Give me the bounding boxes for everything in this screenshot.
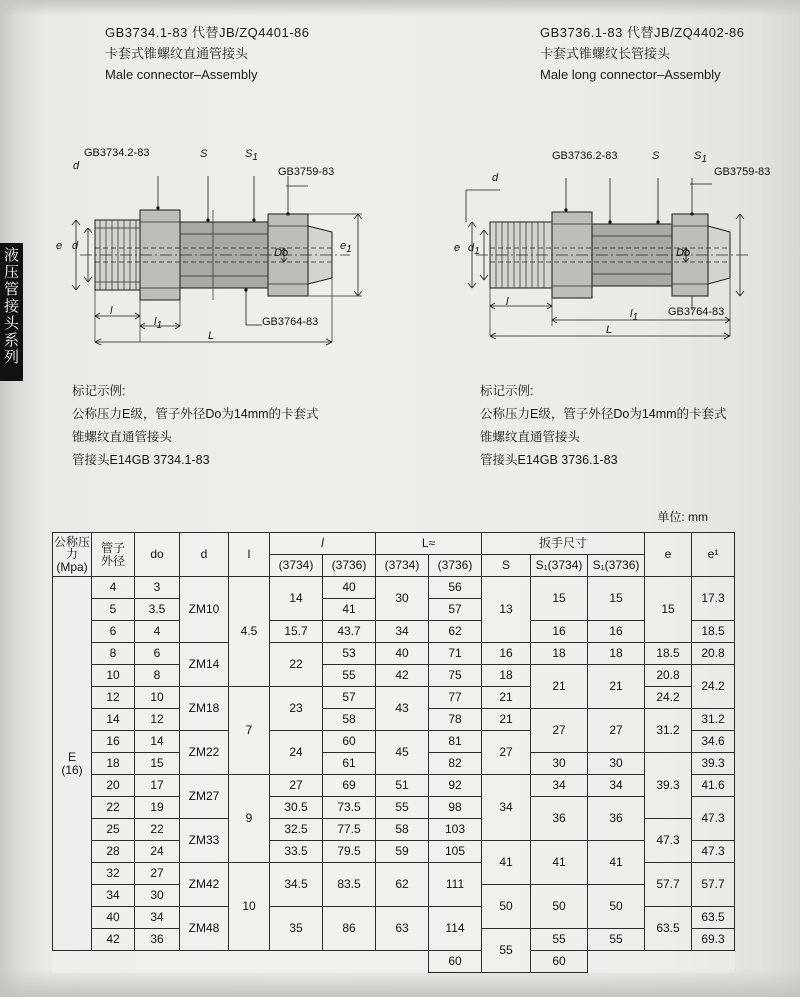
cell-l1-3734: 15.7: [270, 621, 323, 643]
th-S: S: [482, 555, 531, 577]
cell-S1-3734: 50: [531, 885, 588, 929]
cell-l: 9: [229, 775, 270, 863]
callout-gb3734-2: GB3734.2-83: [84, 147, 150, 159]
label-right-Do: Do: [676, 247, 691, 259]
cell-l1-3734: 34.5: [270, 863, 323, 907]
cell-S1-3734: 15: [531, 577, 588, 621]
label-right-l1-sub: 1: [632, 312, 639, 324]
cell-od: 14: [92, 709, 135, 731]
cell-do: 3.5: [135, 599, 180, 621]
label-right-l: l: [506, 296, 509, 308]
cell-e1: 57.7: [692, 863, 735, 907]
cell-L-3736: 77: [429, 687, 482, 709]
label-right-e: e: [454, 242, 461, 254]
side-tab-char-4: 接: [3, 298, 19, 315]
cell-od: 32: [92, 863, 135, 885]
side-tab-char-5: 头: [3, 315, 19, 332]
marking-right-line-3: 管接头E14GB 3736.1-83: [480, 453, 618, 467]
cell-e1: 39.3: [692, 753, 735, 775]
marking-example-left: [72, 380, 319, 472]
cell-l1-3736: 86: [323, 907, 376, 951]
cell-L-3734: 63: [376, 907, 429, 951]
cell-S1-3736: 34: [588, 775, 645, 797]
cell-S1-3736: 55: [588, 929, 645, 951]
th-tube-od-line2: 外径: [100, 553, 125, 568]
header-right-cn: 卡套式锥螺纹长管接头: [540, 46, 671, 61]
callout-gb3736-2: GB3736.2-83: [552, 150, 618, 162]
th-d: d: [180, 533, 229, 577]
th-pressure: [53, 533, 92, 577]
cell-l1-3734: 33.5: [270, 841, 323, 863]
cell-e: 63.5: [645, 907, 692, 951]
cell-S: 41: [482, 841, 531, 885]
cell-do: 17: [135, 775, 180, 797]
label-left-e1-sub: 1: [346, 244, 352, 256]
label-right-S1-sub: 1: [701, 154, 707, 166]
cell-l1-3736: 61: [323, 753, 376, 775]
cell-l1-3734: 24: [270, 731, 323, 775]
label-left-e1-main: e: [340, 240, 347, 252]
table-row: [53, 643, 735, 665]
cell-spacer: [180, 951, 229, 973]
header-right-code: GB3736.1-83 代替JB/ZQ4402-86: [540, 25, 745, 40]
cell-do: 4: [135, 621, 180, 643]
drawing-left-svg: [40, 130, 390, 370]
cell-l1-3736: 69: [323, 775, 376, 797]
cell-S1-3736: 50: [588, 885, 645, 929]
label-left-S: S: [200, 148, 208, 160]
cell-L-3734: 43: [376, 687, 429, 731]
cell-d: ZM14: [180, 643, 229, 687]
cell-od: 12: [92, 687, 135, 709]
cell-L-3734: 59: [376, 841, 429, 863]
cell-L-3736: 82: [429, 753, 482, 775]
cell-S1-3736: 36: [588, 797, 645, 841]
spec-table-body: [53, 577, 735, 973]
marking-left-line-2: 锥螺纹直通管接头: [72, 430, 173, 444]
cell-do: 36: [135, 929, 180, 951]
label-right-L: L: [606, 324, 613, 336]
cell-d: ZM22: [180, 731, 229, 775]
table-row: [53, 665, 735, 687]
cell-od: 18: [92, 753, 135, 775]
cell-od: 20: [92, 775, 135, 797]
cell-l1-3736: 73.5: [323, 797, 376, 819]
cell-spacer: [588, 951, 645, 973]
cell-e1: 31.2: [692, 709, 735, 731]
cell-do: 27: [135, 863, 180, 885]
callout-gb3759: GB3759-83: [278, 166, 335, 178]
cell-L-3736: 103: [429, 819, 482, 841]
th-S1-3736: S₁(3736): [588, 555, 645, 577]
cell-S1-3736: 16: [588, 621, 645, 643]
label-left-d-top: d: [73, 160, 80, 172]
marking-left-line-1: 公称压力E级，管子外径Do为14mm的卡套式: [72, 407, 319, 421]
cell-od: 6: [92, 621, 135, 643]
label-right-l1-main: l: [630, 308, 633, 320]
cell-S: 16: [482, 643, 531, 665]
cell-L-3734: 30: [376, 577, 429, 621]
cell-e1: 47.3: [692, 841, 735, 863]
drawing-right: [440, 130, 780, 370]
th-L-3734: (3734): [376, 555, 429, 577]
label-left-e1: [340, 240, 352, 255]
cell-d: ZM33: [180, 819, 229, 863]
th-l1-3736: (3736): [323, 555, 376, 577]
cell-L-3736: 81: [429, 731, 482, 753]
cell-do: 19: [135, 797, 180, 819]
cell-S: 50: [482, 885, 531, 929]
cell-d: ZM27: [180, 775, 229, 819]
th-L-3736: (3736): [429, 555, 482, 577]
cell-do: 6: [135, 643, 180, 665]
cell-S1-3734: 16: [531, 621, 588, 643]
table-row: [53, 775, 735, 797]
cell-L-3734: 34: [376, 621, 429, 643]
cell-pressure-value: (16): [61, 762, 83, 777]
cell-S1-3734: 21: [531, 665, 588, 709]
table-row: [53, 577, 735, 599]
callout-gb3764-right: GB3764-83: [668, 306, 725, 318]
header-left-code: GB3734.1-83 代替JB/ZQ4401-86: [105, 25, 310, 40]
cell-od: 16: [92, 731, 135, 753]
cell-S1-3734: 30: [531, 753, 588, 775]
th-e1: e¹: [692, 533, 735, 577]
cell-e: 18.5: [645, 643, 692, 665]
cell-L-3736: 98: [429, 797, 482, 819]
label-right-d1-sub: 1: [474, 246, 480, 258]
cell-S1-3734: 60: [429, 951, 482, 973]
cell-S: 18: [482, 665, 531, 687]
cell-l1-3736: 60: [323, 731, 376, 753]
label-left-d: d: [72, 240, 79, 252]
cell-e: 47.3: [645, 819, 692, 863]
cell-do: 3: [135, 577, 180, 599]
label-left-S1: [245, 148, 258, 163]
cell-do: 15: [135, 753, 180, 775]
cell-L-3736: 92: [429, 775, 482, 797]
cell-S: 55: [482, 929, 531, 973]
marking-right-title: 标记示例:: [480, 384, 534, 398]
cell-l: 7: [229, 687, 270, 775]
cell-e1: 24.2: [692, 665, 735, 709]
cell-spacer: [376, 951, 429, 973]
cell-L-3734: 42: [376, 665, 429, 687]
cell-S1-3734: 34: [531, 775, 588, 797]
cell-S1-3736: 60: [531, 951, 588, 973]
cell-l1-3736: 41: [323, 599, 376, 621]
cell-od: 28: [92, 841, 135, 863]
cell-do: 12: [135, 709, 180, 731]
cell-d: ZM18: [180, 687, 229, 731]
cell-od: 8: [92, 643, 135, 665]
label-right-d: d: [492, 172, 499, 184]
cell-l1-3734: 32.5: [270, 819, 323, 841]
spec-table-header-row-1: [53, 533, 735, 555]
callout-gb3759-right: GB3759-83: [714, 166, 771, 178]
cell-S: 21: [482, 709, 531, 731]
cell-S: 13: [482, 577, 531, 643]
cell-L-3736: 114: [429, 907, 482, 951]
cell-e: 20.8: [645, 665, 692, 687]
cell-S1-3734: 18: [531, 643, 588, 665]
cell-L-3734: 45: [376, 731, 429, 775]
table-row: [53, 797, 735, 819]
label-left-S1-main: S: [245, 148, 253, 160]
marking-right-line-1: 公称压力E级，管子外径Do为14mm的卡套式: [480, 407, 727, 421]
cell-spacer: [53, 951, 180, 973]
cell-L-3736: 78: [429, 709, 482, 731]
cell-spacer: [323, 951, 376, 973]
cell-S1-3736: 41: [588, 841, 645, 885]
cell-S1-3734: 36: [531, 797, 588, 841]
cell-S1-3734: 55: [531, 929, 588, 951]
cell-l1-3736: 43.7: [323, 621, 376, 643]
cell-e1: 34.6: [692, 731, 735, 753]
marking-right-line-2: 锥螺纹直通管接头: [480, 430, 581, 444]
cell-od: 34: [92, 885, 135, 907]
label-right-S1: [694, 150, 707, 165]
cell-d: ZM42: [180, 863, 229, 907]
side-tab-char-3: 管: [3, 281, 19, 298]
th-pressure-line2: (Mpa): [56, 559, 88, 574]
cell-pressure-grade: E: [67, 749, 76, 764]
cell-e: 31.2: [645, 709, 692, 753]
cell-e1: 63.5: [692, 907, 735, 929]
cell-do: 34: [135, 907, 180, 929]
cell-l1-3736: 58: [323, 709, 376, 731]
label-left-l1-main: l: [154, 316, 157, 328]
cell-l1-3736: 40: [323, 577, 376, 599]
page-bottom-shadow: [0, 969, 800, 997]
th-l1-3734: (3734): [270, 555, 323, 577]
cell-d: ZM10: [180, 577, 229, 643]
label-right-S: S: [652, 150, 660, 162]
cell-e1: 69.3: [692, 929, 735, 951]
cell-L-3736: 111: [429, 863, 482, 907]
cell-S1-3736: 30: [588, 753, 645, 775]
cell-e1: 47.3: [692, 797, 735, 841]
cell-pressure: [53, 577, 92, 951]
cell-od: 22: [92, 797, 135, 819]
cell-l1-3734: 23: [270, 687, 323, 731]
cell-L-3736: 56: [429, 577, 482, 599]
cell-do: 14: [135, 731, 180, 753]
cell-S: 34: [482, 775, 531, 841]
cell-e1: 41.6: [692, 775, 735, 797]
cell-L-3734: 58: [376, 819, 429, 841]
cell-S: 27: [482, 731, 531, 775]
label-right-S1-main: S: [694, 150, 702, 162]
cell-spacer: [229, 951, 270, 973]
cell-e: 57.7: [645, 863, 692, 907]
cell-S1-3734: 27: [531, 709, 588, 753]
cell-od: 42: [92, 929, 135, 951]
cell-e: 15: [645, 577, 692, 643]
cell-S1-3736: 18: [588, 643, 645, 665]
cell-S1-3736: 27: [588, 709, 645, 753]
cell-l1-3734: 35: [270, 907, 323, 951]
drawing-left: [40, 130, 390, 370]
side-tab-char-6: 系: [3, 332, 19, 349]
cell-L-3734: 55: [376, 797, 429, 819]
cell-l1-3736: 77.5: [323, 819, 376, 841]
header-left: [105, 22, 310, 85]
cell-L-3736: 62: [429, 621, 482, 643]
cell-do: 30: [135, 885, 180, 907]
cell-L-3734: 51: [376, 775, 429, 797]
cell-e: 24.2: [645, 687, 692, 709]
cell-od: 4: [92, 577, 135, 599]
cell-L-3736: 57: [429, 599, 482, 621]
th-L-group: L≈: [376, 533, 482, 555]
th-l1-group: [270, 533, 376, 555]
cell-L-3736: 105: [429, 841, 482, 863]
label-left-l1: [154, 316, 162, 331]
cell-S1-3734: 41: [531, 841, 588, 885]
callout-gb3764: GB3764-83: [262, 316, 319, 328]
table-row-last: [53, 951, 735, 973]
header-left-cn: 卡套式锥螺纹直通管接头: [105, 46, 249, 61]
cell-e1: 18.5: [692, 621, 735, 643]
th-pressure-line1: 公称压力: [53, 534, 90, 562]
spec-table-head: [53, 533, 735, 577]
header-left-en: Male connector–Assembly: [105, 67, 258, 82]
cell-S1-3736: 21: [588, 665, 645, 709]
th-e: e: [645, 533, 692, 577]
label-left-l: l: [110, 305, 113, 317]
cell-e1: 20.8: [692, 643, 735, 665]
th-l: l: [229, 533, 270, 577]
label-right-d1: [468, 242, 480, 257]
label-left-S1-sub: 1: [252, 152, 258, 164]
cell-l1-3736: 57: [323, 687, 376, 709]
side-tab-char-1: 液: [3, 247, 19, 264]
cell-l1-3736: 79.5: [323, 841, 376, 863]
label-left-L: L: [208, 330, 215, 342]
cell-l1-3734: 30.5: [270, 797, 323, 819]
cell-do: 22: [135, 819, 180, 841]
cell-l1-3734: 27: [270, 775, 323, 797]
cell-L-3734: 62: [376, 863, 429, 907]
cell-L-3736: 71: [429, 643, 482, 665]
cell-e1: 17.3: [692, 577, 735, 621]
marking-left-title: 标记示例:: [72, 384, 126, 398]
label-left-Do: Do: [274, 247, 289, 259]
cell-spacer: [270, 951, 323, 973]
th-tube-od: [92, 533, 135, 577]
cell-do: 8: [135, 665, 180, 687]
spec-table: [52, 532, 735, 973]
table-row: [53, 621, 735, 643]
cell-L-3736: 75: [429, 665, 482, 687]
cell-od: 10: [92, 665, 135, 687]
side-tab-char-2: 压: [3, 264, 19, 281]
cell-do: 10: [135, 687, 180, 709]
cell-e: 39.3: [645, 753, 692, 819]
cell-od: 40: [92, 907, 135, 929]
table-row: [53, 841, 735, 863]
cell-d: ZM48: [180, 907, 229, 951]
marking-left-line-3: 管接头E14GB 3734.1-83: [72, 453, 210, 467]
marking-example-right: [480, 380, 727, 472]
cell-l: 10: [229, 863, 270, 951]
cell-l1-3736: 53: [323, 643, 376, 665]
cell-od: 25: [92, 819, 135, 841]
header-right-en: Male long connector–Assembly: [540, 67, 721, 82]
cell-l1-3734: 22: [270, 643, 323, 687]
th-do: do: [135, 533, 180, 577]
cell-l1-3736: 55: [323, 665, 376, 687]
cell-S: 21: [482, 687, 531, 709]
cell-l1-3736: 83.5: [323, 863, 376, 907]
label-right-l1: [630, 308, 638, 323]
cell-l: 4.5: [229, 577, 270, 687]
cell-do: 24: [135, 841, 180, 863]
header-right: [540, 22, 745, 85]
label-left-e: e: [56, 240, 63, 252]
th-S1-3734: S₁(3734): [531, 555, 588, 577]
label-left-l1-sub: 1: [156, 320, 163, 332]
cell-L-3734: 40: [376, 643, 429, 665]
th-l1-label: l: [321, 536, 324, 551]
cell-od: 5: [92, 599, 135, 621]
unit-note: 单位: mm: [657, 510, 708, 524]
side-tab-char-7: 列: [3, 349, 19, 366]
cell-l1-3734: 14: [270, 577, 323, 621]
page-top-shadow: [0, 0, 800, 16]
label-right-d1-main: d: [468, 242, 475, 254]
th-tube-od-line1: 管子: [100, 540, 125, 555]
th-wrench-group: 扳手尺寸: [482, 533, 645, 555]
side-index-tab: [0, 243, 23, 381]
cell-S1-3736: 15: [588, 577, 645, 621]
